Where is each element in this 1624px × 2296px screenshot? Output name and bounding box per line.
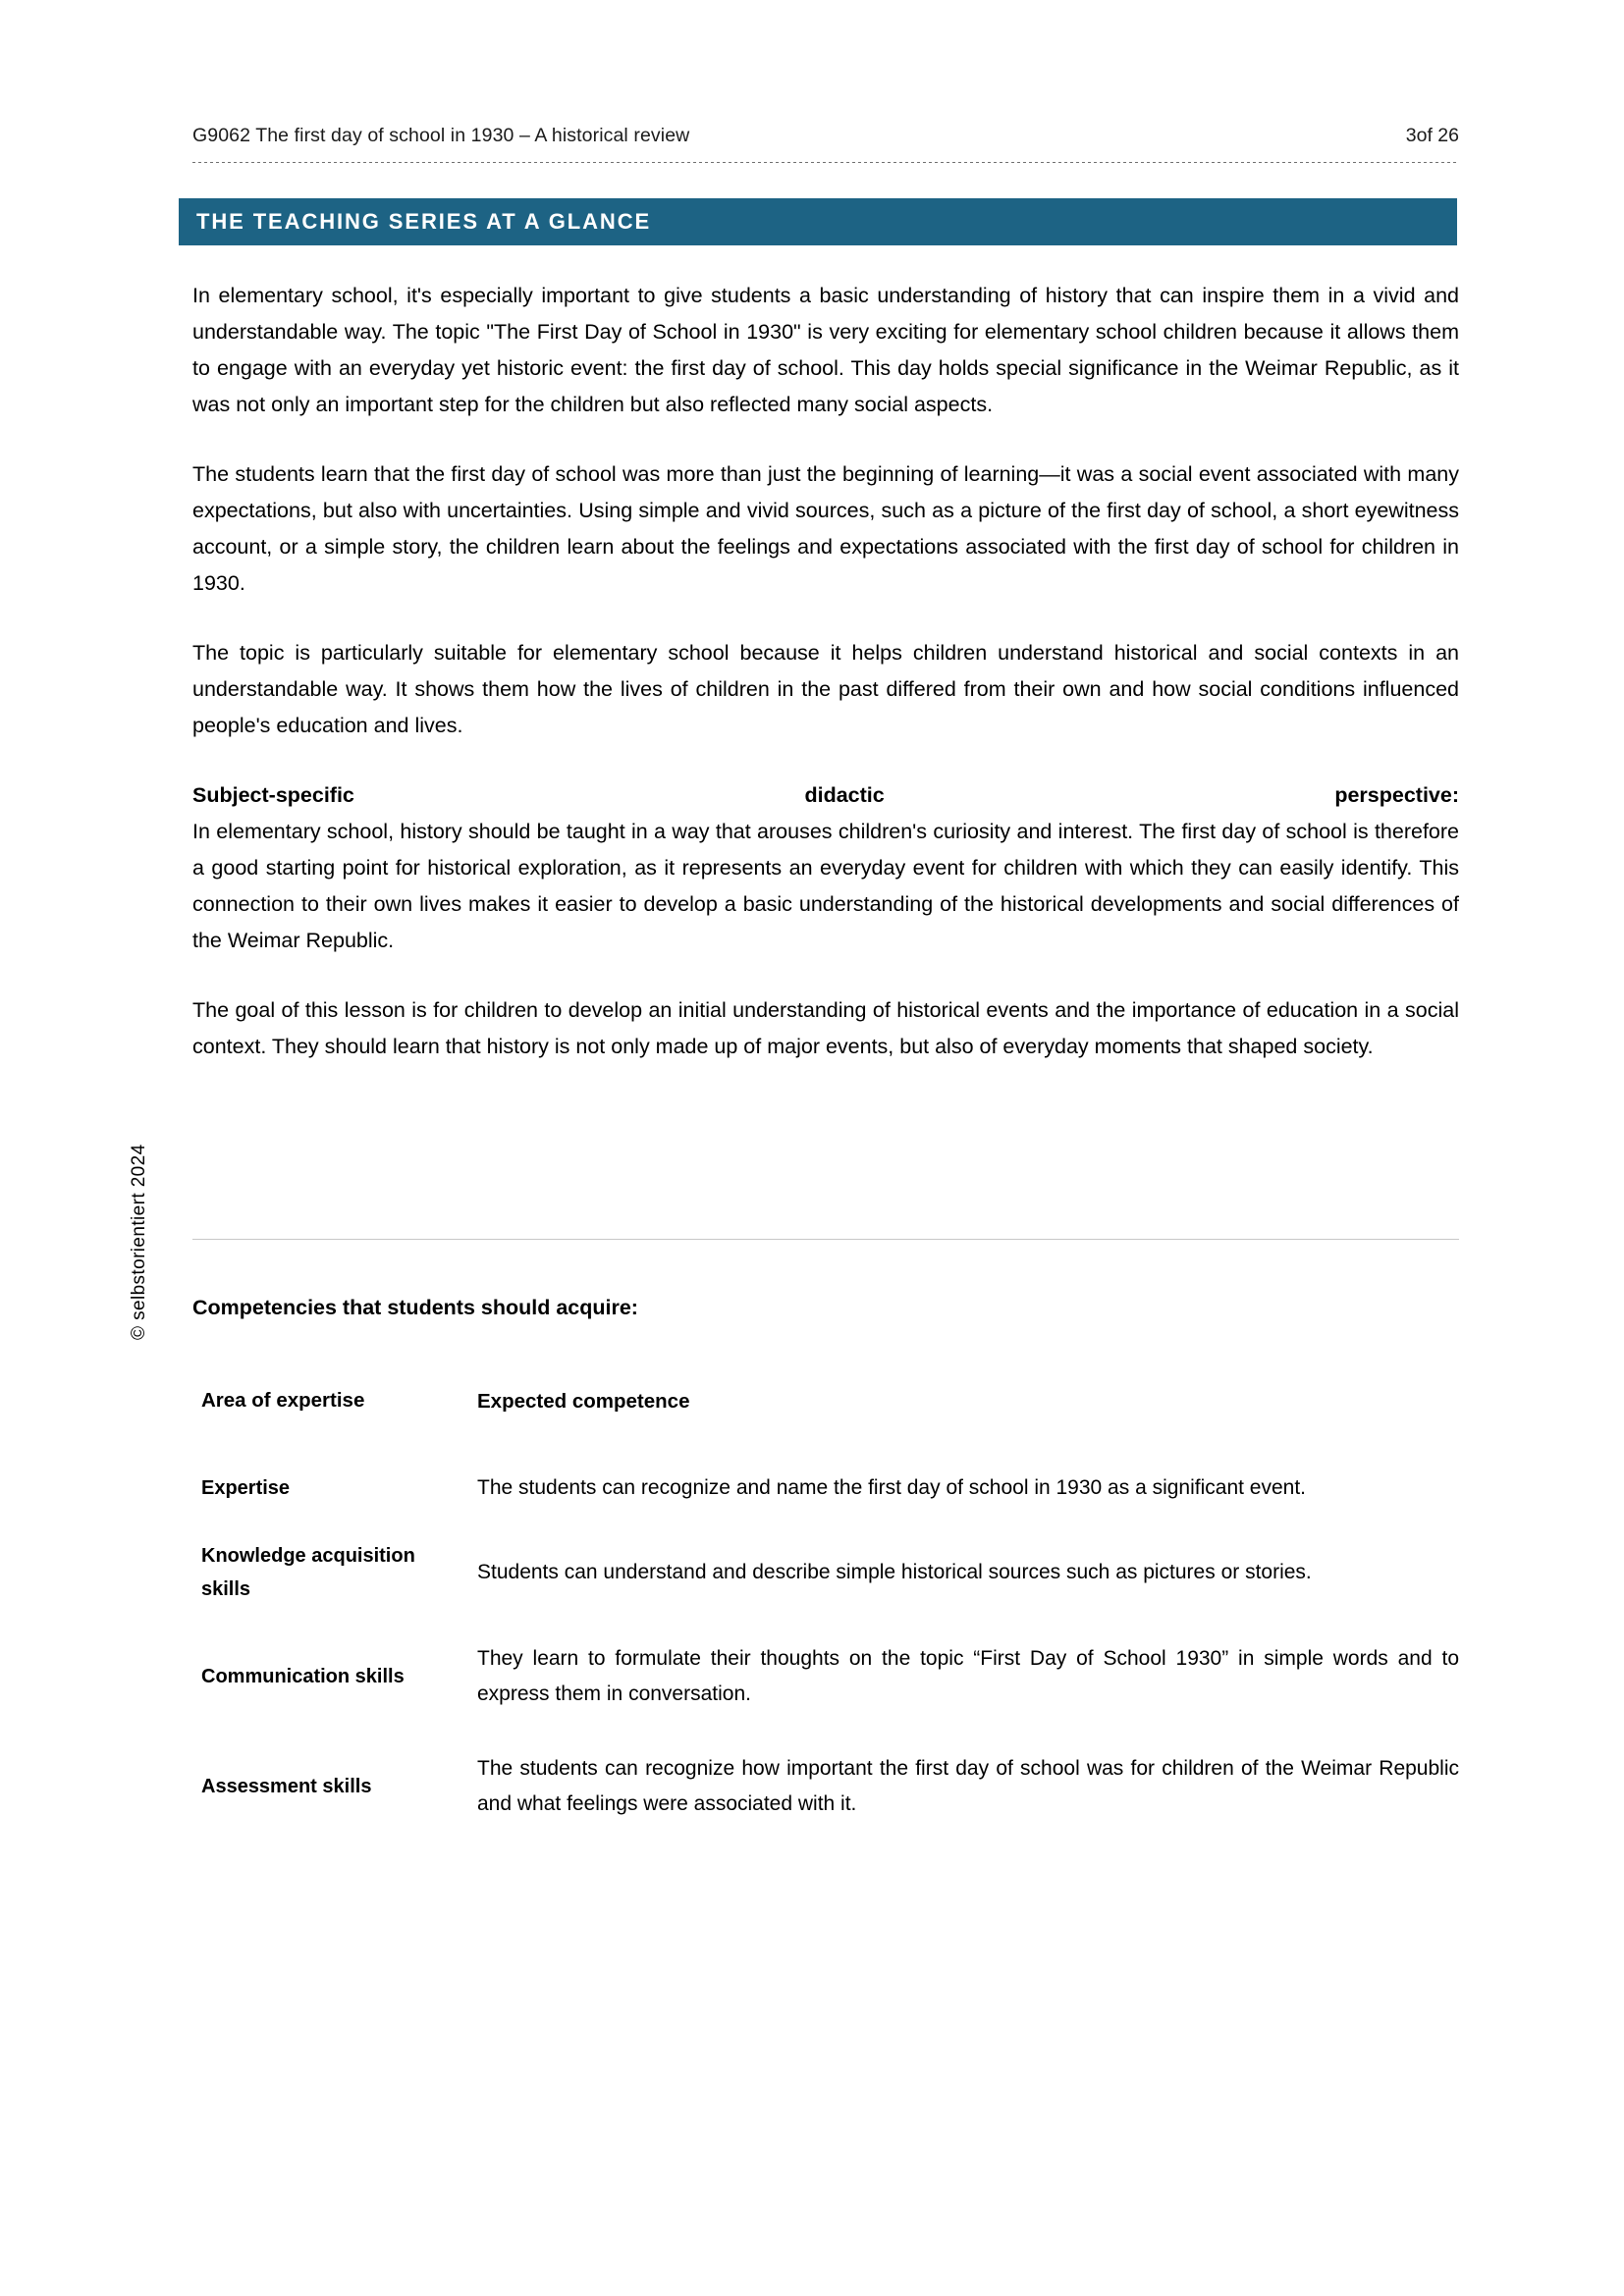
column-header-area: Area of expertise — [201, 1389, 365, 1412]
column-header-competence: Expected competence — [477, 1390, 690, 1413]
paragraph-didactic-perspective — [192, 777, 1459, 959]
competencies-table — [192, 1384, 1459, 1822]
page-header — [192, 124, 1459, 147]
header-page-number: 3of 26 — [1405, 125, 1459, 146]
table-row — [192, 1641, 1459, 1712]
row-area-expertise: Expertise — [201, 1476, 291, 1499]
row-competence-expertise: The students can recognize and name the first day of school in 1930 as a significant event. — [477, 1476, 1307, 1499]
section-banner-label: THE TEACHING SERIES AT A GLANCE — [196, 209, 652, 234]
row-competence-communication: They learn to formulate their thoughts on the topic “First Day of School 1930” in simple words and to express them in conversation. — [477, 1647, 1459, 1705]
paragraph-students-learn: The students learn that the first day of school was more than just the beginning of learning—it was a social event associated with many expectations, but also with uncertainties. Using simple and vivid sources, such as a picture of the first day of school, a short eyewitness account, or a simple story, the children learn about the feelings and expectations associated with the first day of school for children in 1930. — [192, 462, 1459, 595]
competencies-heading: Competencies that students should acquire: — [192, 1296, 638, 1319]
table-header-row — [192, 1384, 1459, 1419]
section-divider — [192, 1239, 1459, 1240]
section-banner — [179, 198, 1457, 245]
row-area-communication: Communication skills — [201, 1665, 405, 1687]
row-area-knowledge-acquisition: Knowledge acquisition skills — [201, 1545, 415, 1600]
didactic-perspective-heading: Subject-specific didactic perspective: — [192, 783, 1459, 807]
header-document-title: G9062 The first day of school in 1930 – A historical review — [192, 125, 690, 146]
copyright-sidebar-text: © selbstorientiert 2024 — [129, 1144, 149, 1340]
paragraph-topic-suitability: The topic is particularly suitable for elementary school because it helps children understand historical and social contexts in an understandable way. It shows them how the lives of children in the past differed from their own and how social conditions influenced people's education and lives. — [192, 641, 1459, 737]
paragraph-intro: In elementary school, it's especially important to give students a basic understanding of history that can inspire them in a vivid and understandable way. The topic "The First Day of School in 1930" is very exciting for elementary school children because it allows them to engage with an everyday yet historic event: the first day of school. This day holds special significance in the Weimar Republic, as it was not only an important step for the children but also reflected many social aspects. — [192, 284, 1459, 416]
table-row — [192, 1539, 1459, 1606]
body-content — [192, 278, 1459, 1065]
didactic-perspective-text: In elementary school, history should be taught in a way that arouses children's curiosity and interest. The first day of school is therefore a good starting point for historical exploration, as it represents an everyday event for children with which they can easily identify. This connection to their own lives makes it easier to develop a basic understanding of the historical developments and social differences of the Weimar Republic. — [192, 820, 1459, 952]
table-row — [192, 1751, 1459, 1822]
table-row — [192, 1470, 1459, 1506]
row-competence-assessment: The students can recognize how important the first day of school was for children of the Weimar Republic and what feelings were associated with it. — [477, 1757, 1459, 1815]
row-competence-knowledge-acquisition: Students can understand and describe simple historical sources such as pictures or stories. — [477, 1561, 1312, 1583]
paragraph-lesson-goal: The goal of this lesson is for children to develop an initial understanding of historical events and the importance of education in a social context. They should learn that history is not only made up of major events, but also of everyday moments that shaped society. — [192, 998, 1459, 1058]
row-area-assessment: Assessment skills — [201, 1775, 372, 1797]
header-divider-rule — [192, 161, 1459, 163]
